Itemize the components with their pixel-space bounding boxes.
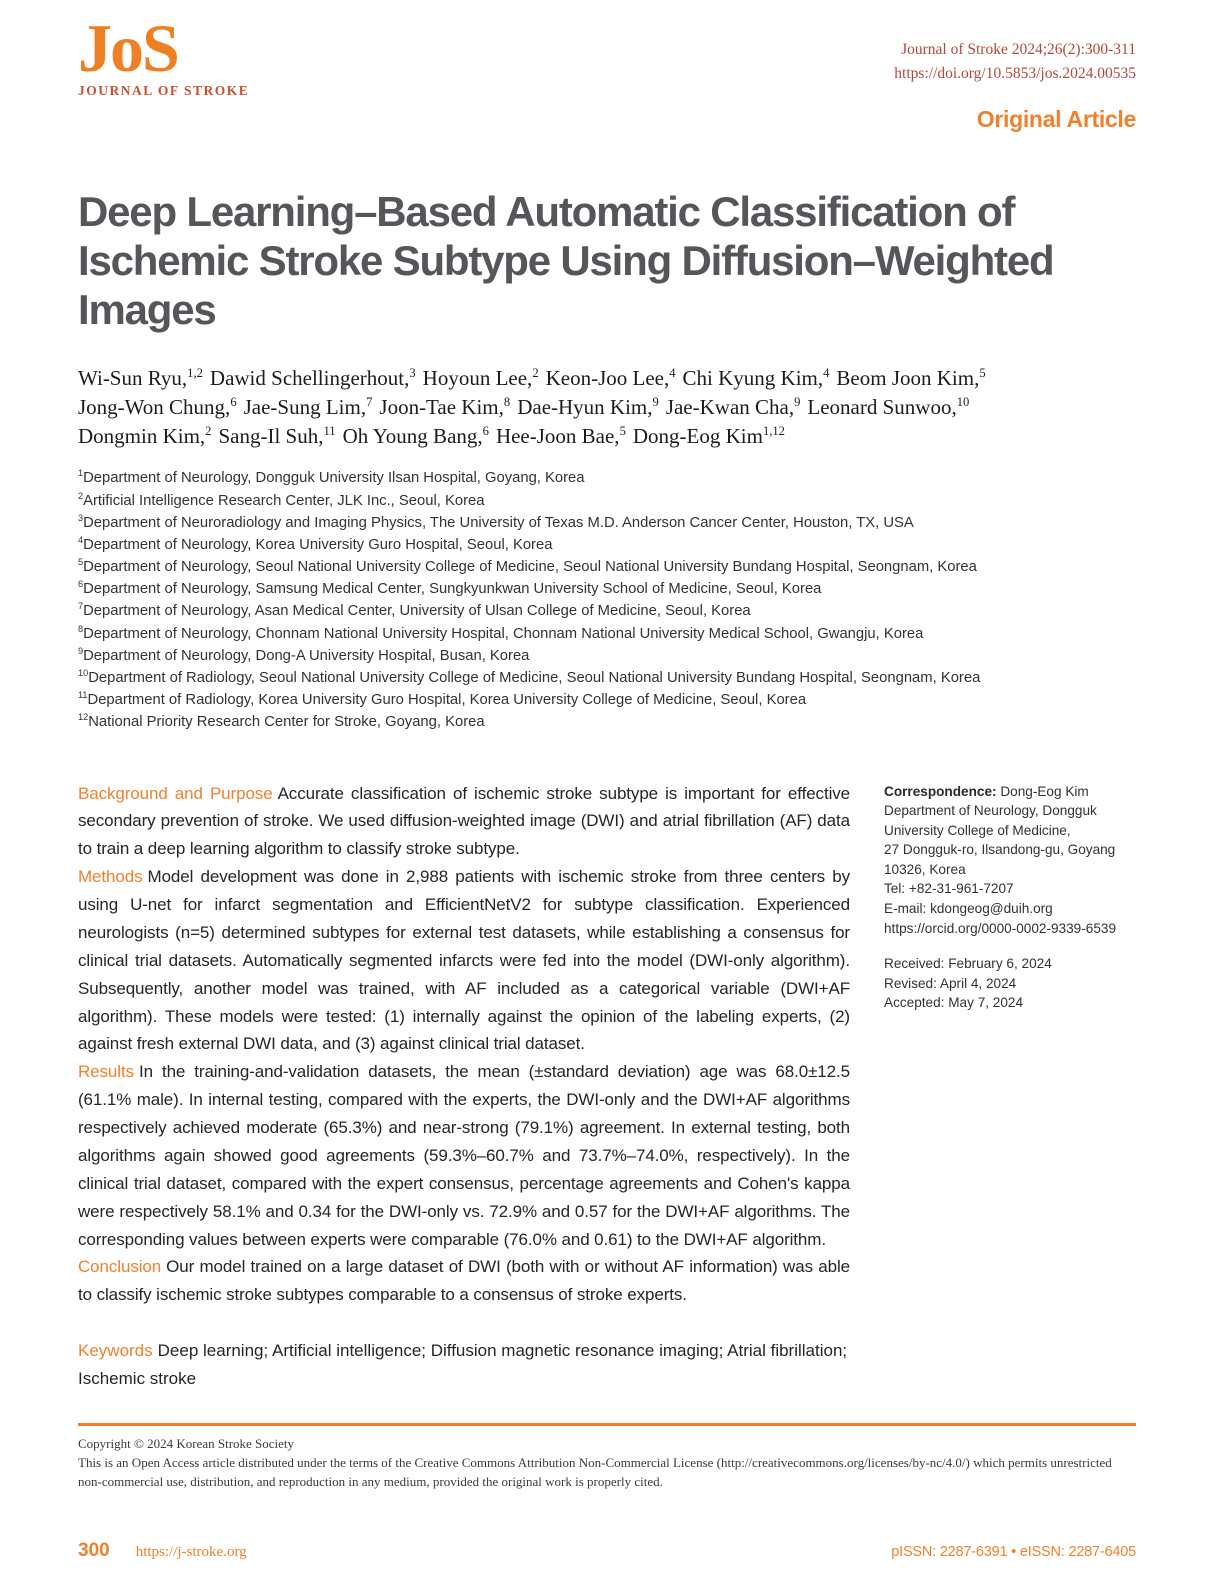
abstract-section-label: Results (78, 1062, 134, 1082)
page-footer (78, 1540, 1136, 1568)
correspondence-name: Dong-Eog Kim (1000, 783, 1089, 799)
author-affiliation-sup: 1,12 (762, 424, 785, 439)
keywords-line (78, 1337, 850, 1393)
footer-issn: pISSN: 2287-6391 • eISSN: 2287-6405 (891, 1544, 1136, 1560)
page-header (78, 10, 1136, 133)
doi-link[interactable]: https://doi.org/10.5853/jos.2024.00535 (894, 65, 1136, 83)
correspondence-line: 27 Dongguk-ro, Ilsandong-gu, Goyang (884, 842, 1116, 858)
article-type-label: Original Article (976, 106, 1136, 133)
affiliation-number: 7 (78, 601, 84, 612)
abstract-section-label: Methods (78, 867, 143, 887)
correspondence-name-line (884, 782, 1136, 802)
author-name: Sang-Il Suh,$^{11}$ (218, 424, 336, 449)
author-name: Jong-Won Chung,$^6$ (78, 395, 237, 420)
affiliation-number: 9 (78, 645, 84, 656)
affiliation-line: $^3$Department of Neuroradiology and Imaging Physics, The University of Texas M.D. Anderson Cancer Center, Houston, TX, USA (78, 512, 914, 531)
affiliation-line: $^{11}$Department of Radiology, Korea University Guro Hospital, Korea University College of Medicine, Seoul, Korea (78, 690, 807, 709)
author-affiliation-sup: 9 (794, 395, 801, 410)
correspondence-line: Department of Neurology, Dongguk (884, 803, 1097, 819)
abstract-section-text: Accurate classification of ischemic stroke subtype is important for effective secondary prevention of stroke. We used diffusion-weighted image (DWI) and atrial fibrillation (AF) data to train a deep learning algorithm to classify stroke subtype. (78, 783, 851, 859)
title-line: Ischemic Stroke Subtype Using Diffusion–Weighted (78, 237, 1054, 285)
author-line (78, 393, 1136, 422)
affiliation-line: $^{12}$National Priority Research Center for Stroke, Goyang, Korea (78, 712, 485, 731)
footer-left (78, 1540, 247, 1562)
footer-journal-url[interactable]: https://j-stroke.org (135, 1544, 247, 1560)
author-affiliation-sup: 1,2 (187, 366, 203, 381)
author-name: Chi Kyung Kim,$^4$ (682, 366, 830, 391)
footer-page-number: 300 (78, 1540, 110, 1561)
author-affiliation-sup: 5 (619, 424, 626, 439)
correspondence-line: Tel: +82-31-961-7207 (884, 881, 1014, 897)
correspondence-line: 10326, Korea (884, 861, 966, 877)
affiliation-number: 8 (78, 623, 84, 634)
author-affiliation-sup: 6 (230, 395, 237, 410)
author-name: Jae-Sung Lim,$^7$ (243, 395, 373, 420)
logo-subtitle: JOURNAL OF STROKE (78, 82, 250, 98)
abstract-paragraph (78, 1058, 850, 1253)
author-affiliation-sup: 9 (652, 395, 659, 410)
author-affiliation-sup: 3 (409, 366, 416, 381)
author-name: Dawid Schellingerhout,$^3$ (209, 366, 416, 391)
affiliation-number: 4 (78, 534, 84, 545)
affiliations-block (78, 467, 1136, 733)
author-name: Wi-Sun Ryu,$^{1,2}$ (78, 366, 203, 391)
author-name: Oh Young Bang,$^6$ (342, 424, 489, 449)
affiliation-line: $^8$Department of Neurology, Chonnam National University Hospital, Chonnam National University Medical School, Gwangju, Korea (78, 623, 924, 642)
title-line: Images (78, 286, 216, 334)
journal-logo (78, 10, 250, 99)
header-citation-block (894, 16, 1136, 133)
title-line: Deep Learning–Based Automatic Classification of (78, 188, 1015, 236)
abstract-paragraph (78, 1253, 850, 1309)
author-affiliation-sup: 10 (956, 395, 970, 410)
author-affiliation-sup: 6 (482, 424, 489, 439)
authors-block (78, 364, 1136, 451)
abstract-paragraphs (78, 780, 850, 1310)
history-date-line: Received: February 6, 2024 (884, 956, 1052, 972)
author-name: Hee-Joon Bae,$^5$ (495, 424, 626, 449)
abstract-section-label: Conclusion (78, 1257, 162, 1277)
author-name: Beom Joon Kim,$^5$ (836, 366, 986, 391)
dates-block (884, 954, 1136, 1013)
history-date-line: Revised: April 4, 2024 (884, 975, 1017, 991)
affiliation-number: 6 (78, 579, 84, 590)
affiliation-line: $^4$Department of Neurology, Korea University Guro Hospital, Seoul, Korea (78, 534, 553, 553)
affiliation-number: 12 (78, 712, 89, 723)
correspondence-column (884, 780, 1136, 1393)
affiliation-line: $^6$Department of Neurology, Samsung Medical Center, Sungkyunkwan University School of Medicine, Seoul, Korea (78, 579, 822, 598)
author-affiliation-sup: 2 (532, 366, 539, 381)
author-affiliation-sup: 2 (205, 424, 212, 439)
abstract-section-text: Our model trained on a large dataset of DWI (both with or without AF information) was able to classify ischemic stroke subtypes comparable to a consensus of stroke experts. (78, 1257, 850, 1305)
copyright-block (78, 1435, 1136, 1492)
affiliation-number: 2 (78, 490, 84, 501)
abstract-paragraph (78, 780, 850, 864)
citation-reference: Journal of Stroke 2024;26(2):300-311 (901, 41, 1136, 58)
affiliation-line: $^5$Department of Neurology, Seoul National University College of Medicine, Seoul National University Bundang Hospital, Seongnam, Korea (78, 557, 977, 576)
affiliation-line: $^7$Department of Neurology, Asan Medical Center, University of Ulsan College of Medicine, Seoul, Korea (78, 601, 751, 620)
author-affiliation-sup: 5 (979, 366, 986, 381)
abstract-section-text: In the training-and-validation datasets, the mean (±standard deviation) age was 68.0±12.5 (61.1% male). In internal testing, compared with the experts, the DWI-only and the DWI+AF algorithms respectively achieved moderate (65.3%) and near-strong (79.1%) agreement. In external testing, both algorithms again showed good agreements (59.3%–60.7% and 73.7%–74.0%, respectively). In the clinical trial dataset, compared with the expert consensus, percentage agreements and Cohen's kappa were respectively 58.1% and 0.34 for the DWI-only vs. 72.9% and 0.57 for the DWI+AF algorithms. The corresponding values between experts were comparable (76.0% and 0.61) to the DWI+AF algorithm. (78, 1062, 850, 1249)
section-divider (78, 1423, 1136, 1426)
author-name: Dae-Hyun Kim,$^9$ (517, 395, 659, 420)
license-text: This is an Open Access article distributed under the terms of the Creative Commons Attribution Non-Commercial License (http://creativecommons.org/licenses/by-nc/4.0/) which permits unrestricted non-commercial use, distribution, and reproduction in any medium, provided the original work is properly cited. (78, 1454, 1112, 1489)
author-name: Jae-Kwan Cha,$^9$ (665, 395, 801, 420)
author-line (78, 422, 1136, 451)
history-date-line: Accepted: May 7, 2024 (884, 995, 1024, 1011)
author-name: Hoyoun Lee,$^2$ (422, 366, 539, 391)
author-name: Dongmin Kim,$^2$ (78, 424, 212, 449)
keywords-label: Keywords (78, 1341, 153, 1361)
author-affiliation-sup: 4 (823, 366, 830, 381)
affiliation-number: 1 (78, 468, 84, 479)
affiliation-line: $^2$Artificial Intelligence Research Center, JLK Inc., Seoul, Korea (78, 490, 485, 509)
affiliation-line: $^1$Department of Neurology, Dongguk University Ilsan Hospital, Goyang, Korea (78, 468, 585, 487)
abstract-section-label: Background and Purpose (78, 783, 273, 803)
affiliation-number: 10 (78, 668, 89, 679)
author-affiliation-sup: 11 (323, 424, 336, 439)
abstract-paragraph (78, 863, 850, 1058)
affiliation-number: 5 (78, 557, 84, 568)
author-name: Leonard Sunwoo,$^{10}$ (807, 395, 970, 420)
author-name: Joon-Tae Kim,$^8$ (379, 395, 511, 420)
correspondence-link-line[interactable]: E-mail: kdongeog@duih.org (884, 900, 1053, 916)
affiliation-number: 3 (78, 512, 84, 523)
correspondence-link-line[interactable]: https://orcid.org/0000-0002-9339-6539 (884, 920, 1117, 936)
author-line (78, 364, 1136, 393)
abstract-section-text: Model development was done in 2,988 patients with ischemic stroke from three centers by using U-net for infarct segmentation and EfficientNetV2 for subtype classification. Experienced neurologists (n=5) determined subtypes for external test datasets, while establishing a consensus for clinical trial datasets. Automatically segmented infarcts were fed into the model (DWI-only algorithm). Subsequently, another model was trained, with AF included as a categorical variable (DWI+AF algorithm). These models were tested: (1) internally against the opinion of the labeling experts, (2) against fresh external DWI data, and (3) against clinical trial dataset. (78, 867, 850, 1054)
author-name: Dong-Eog Kim$^{1,12}$ (632, 424, 785, 449)
author-affiliation-sup: 7 (366, 395, 373, 410)
logo-wordmark: JoS (78, 10, 178, 86)
author-name: Keon-Joo Lee,$^4$ (545, 366, 676, 391)
copyright-line: Copyright © 2024 Korean Stroke Society (78, 1435, 295, 1451)
abstract-section (78, 780, 1136, 1393)
affiliation-line: $^{10}$Department of Radiology, Seoul National University College of Medicine, Seoul National University Bundang Hospital, Seongnam, Korea (78, 668, 981, 686)
keywords-text: Deep learning; Artificial intelligence; Diffusion magnetic resonance imaging; Atrial fibrillation; Ischemic stroke (78, 1341, 848, 1389)
affiliation-number: 11 (78, 690, 88, 701)
author-affiliation-sup: 8 (503, 395, 511, 410)
correspondence-lines (884, 801, 1136, 938)
paper-title (78, 187, 1136, 334)
correspondence-label: Correspondence: (884, 783, 997, 799)
correspondence-line: University College of Medicine, (884, 822, 1071, 838)
author-affiliation-sup: 4 (669, 366, 676, 381)
affiliation-line: $^9$Department of Neurology, Dong-A University Hospital, Busan, Korea (78, 645, 530, 664)
abstract-column (78, 780, 850, 1393)
